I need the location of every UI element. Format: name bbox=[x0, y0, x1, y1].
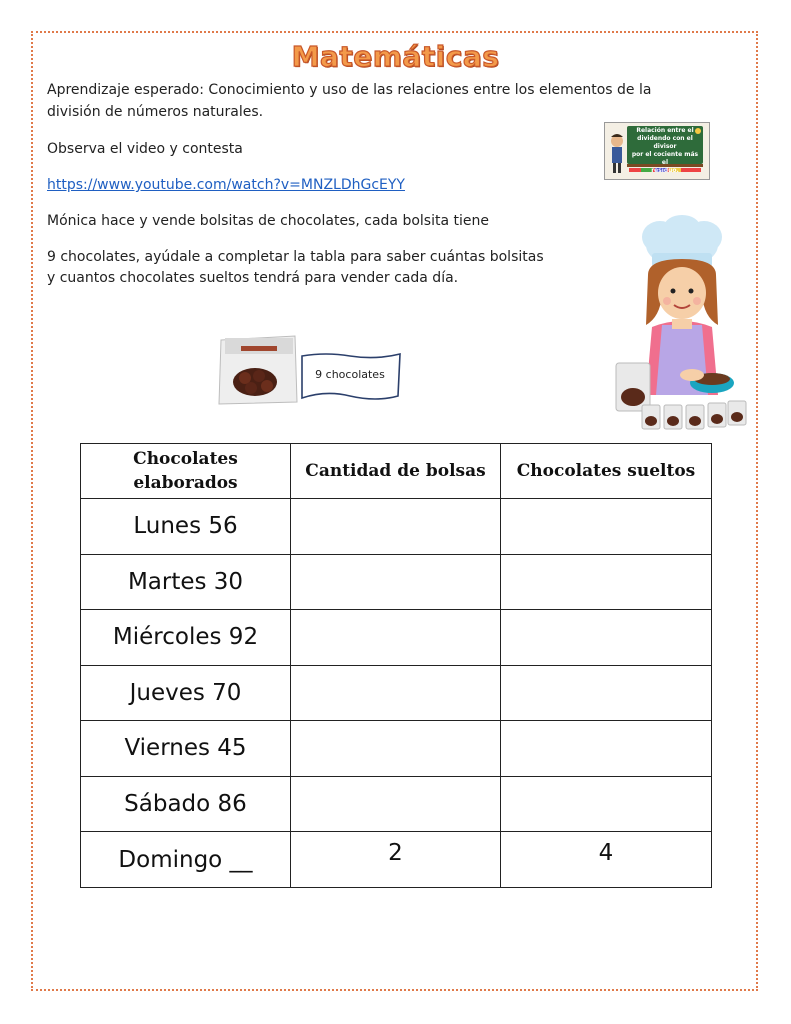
header-cantidad-bolsas: Cantidad de bolsas bbox=[291, 444, 501, 499]
row-day-cell: Miércoles 92 bbox=[81, 610, 291, 666]
thumbnail-caption bbox=[629, 127, 701, 175]
thumbnail-caption-line: dividendo con el divisor bbox=[637, 135, 693, 150]
problem-line-2: 9 chocolates, ayúdale a completar la tabla para saber cuántas bolsitas bbox=[47, 249, 544, 265]
bags-input-cell[interactable] bbox=[291, 721, 501, 777]
table-row bbox=[81, 499, 712, 555]
loose-input-cell[interactable] bbox=[501, 665, 712, 721]
bags-input-cell[interactable] bbox=[291, 665, 501, 721]
loose-input-cell[interactable] bbox=[501, 721, 712, 777]
table-row bbox=[81, 610, 712, 666]
expected-learning-cont: división de números naturales. bbox=[47, 104, 264, 120]
bags-value-cell: 2 bbox=[291, 832, 501, 888]
chef-illustration bbox=[612, 215, 752, 435]
video-link[interactable]: https://www.youtube.com/watch?v=MNZLDhGcEYY bbox=[47, 177, 405, 193]
video-thumbnail[interactable] bbox=[604, 122, 710, 180]
instruction-text: Observa el video y contesta bbox=[47, 141, 243, 157]
thumbnail-caption-line: por el cociente más el bbox=[631, 151, 699, 166]
bags-input-cell[interactable] bbox=[291, 610, 501, 666]
loose-input-cell[interactable] bbox=[501, 499, 712, 555]
bag-label-text: 9 chocolates bbox=[315, 368, 385, 381]
table-row bbox=[81, 776, 712, 832]
problem-line-1: Mónica hace y vende bolsitas de chocolates, cada bolsita tiene bbox=[47, 213, 489, 229]
loose-value-cell: 4 bbox=[501, 832, 712, 888]
bags-input-cell[interactable] bbox=[291, 554, 501, 610]
row-day-cell[interactable]: Domingo __ bbox=[81, 832, 291, 888]
bags-input-cell[interactable] bbox=[291, 499, 501, 555]
header-chocolates-elaborados: Chocolates elaborados bbox=[81, 444, 291, 499]
loose-input-cell[interactable] bbox=[501, 776, 712, 832]
table-header-row bbox=[81, 444, 712, 499]
thumbnail-caption-line: Relación entre el bbox=[636, 127, 694, 134]
table-row bbox=[81, 665, 712, 721]
row-day-cell: Lunes 56 bbox=[81, 499, 291, 555]
page-title: Matemáticas bbox=[291, 40, 500, 73]
chocolate-bag-image bbox=[215, 334, 300, 406]
division-table bbox=[80, 443, 712, 888]
table-row bbox=[81, 721, 712, 777]
table-row bbox=[81, 554, 712, 610]
header-chocolates-sueltos: Chocolates sueltos bbox=[501, 444, 712, 499]
row-day-cell: Martes 30 bbox=[81, 554, 291, 610]
table-row bbox=[81, 832, 712, 888]
row-day-cell: Jueves 70 bbox=[81, 665, 291, 721]
bags-input-cell[interactable] bbox=[291, 776, 501, 832]
problem-line-3: y cuantos chocolates sueltos tendrá para vender cada día. bbox=[47, 270, 459, 286]
row-day-cell: Sábado 86 bbox=[81, 776, 291, 832]
expected-learning: Aprendizaje esperado: Conocimiento y uso de las relaciones entre los elementos de la bbox=[47, 82, 652, 98]
loose-input-cell[interactable] bbox=[501, 554, 712, 610]
row-day-cell: Viernes 45 bbox=[81, 721, 291, 777]
loose-input-cell[interactable] bbox=[501, 610, 712, 666]
thumbnail-caption-line: residuo. bbox=[651, 167, 679, 174]
